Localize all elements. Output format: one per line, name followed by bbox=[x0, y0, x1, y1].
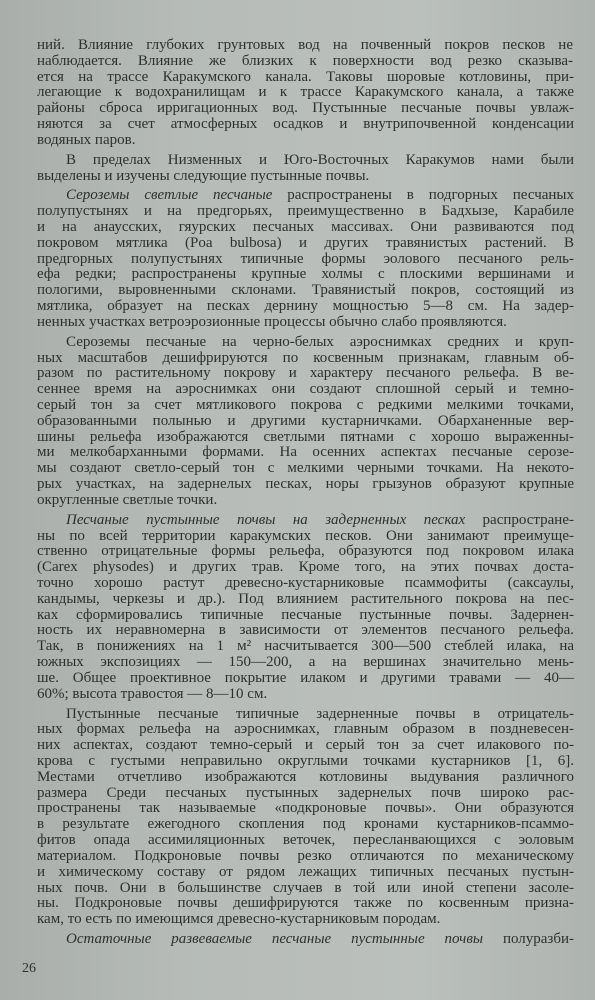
text-line: сеннее время на аэроснимках они создают сплошной серый и темно- bbox=[37, 381, 574, 397]
text-line: Местами отчетливо изображаются котловины выдувания различного bbox=[37, 769, 574, 785]
text-line: крова с густыми неправильно округлыми точками кустарников [1, 6]. bbox=[37, 753, 574, 769]
text-line: ственно отрицательные формы рельефа, образуются под покровом илака bbox=[37, 543, 574, 559]
text-line: 60%; высота травостоя — 8—10 см. bbox=[37, 686, 268, 702]
text-line: ны по всей территории каракумских песков. Они занимают преимуще- bbox=[37, 528, 574, 544]
text-line: мятлика, образует на песках дернину мощностью 5—8 см. На задер- bbox=[37, 298, 574, 314]
text-line: выделены и изучены следующие пустынные почвы. bbox=[37, 168, 370, 184]
text-line: В пределах Низменных и Юго-Восточных Каракумов нами были bbox=[66, 152, 574, 168]
text-line: Сероземы светлые песчаные распространены в подгорных песчаных bbox=[66, 187, 574, 203]
italic-term: Сероземы светлые песчаные bbox=[66, 187, 273, 203]
text-line: кандымы, черкезы и др.). Под влиянием растительного покрова на пес- bbox=[37, 591, 574, 607]
text-line: водяных паров. bbox=[37, 132, 136, 148]
text-line: ется на трассе Каракумского канала. Таковы шоровые котловины, при- bbox=[37, 69, 574, 85]
text-line: серый тон за счет мятликового покрова с редкими мелкими точками, bbox=[37, 397, 574, 413]
text-line: округленные светлые точки. bbox=[37, 492, 218, 508]
text-line: пространены так называемые «подкроновые почвы». Они образуются bbox=[37, 800, 574, 816]
text-line: пологими, выровненными склонами. Травянистый покров, состоящий из bbox=[37, 282, 574, 298]
text-line: Песчаные пустынные почвы на задерненных песках распростране- bbox=[66, 512, 574, 528]
text-line: няются за счет атмосферных осадков и внутрипочвенной конденсации bbox=[37, 116, 574, 132]
text-line: разом по растительному покрову и характеру песчаного рельефа. В ве- bbox=[37, 365, 574, 381]
text-line: фитов опада ассимиляционных веточек, пересланвающихся с эоловым bbox=[37, 832, 574, 848]
text-line: Остаточные развеваемые песчаные пустынные почвы полуразби- bbox=[66, 931, 574, 947]
text-line: в результате ежегодного скопления под кронами кустарников-псаммо- bbox=[37, 816, 574, 832]
text-line: ках сформировались типичные песчаные пустынные почвы. Задернен- bbox=[37, 607, 574, 623]
text-line: ных масштабов дешифрируются по косвенным признакам, главным об- bbox=[37, 350, 574, 366]
text-line: ний. Влияние глубоких грунтовых вод на почвенный покров песков не bbox=[37, 37, 573, 53]
text-line: южных экспозициях — 150—200, а на вершинах значительно мень- bbox=[37, 654, 574, 670]
text-line: ше. Общее проективное покрытие илаком и другими травами — 40— bbox=[37, 670, 574, 686]
text-line: и химическому составу от рядом лежащих типичных песчаных пустын- bbox=[37, 864, 574, 880]
text-line: мы создают светло-серый тон с мелкими черными точками. На некото- bbox=[37, 460, 574, 476]
text-line: них аспектах, создают темно-серый и серый тон за счет илакового по- bbox=[37, 737, 574, 753]
text-line: и на анаусских, гяурских песчаных массивах. Они развиваются под bbox=[37, 219, 574, 235]
text-line: полупустынях и на предгорьях, преимущественно в Бадхызе, Карабиле bbox=[37, 203, 574, 219]
page-number: 26 bbox=[22, 961, 36, 976]
text-line: ных формах рельефа на аэроснимках, главным образом в поздневесен- bbox=[37, 721, 574, 737]
text-line: легающие к водохранилищам и к трассе Каракумского канала, а также bbox=[37, 84, 574, 100]
text-line: районы сброса ирригационных вод. Пустынные песчаные почвы увлаж- bbox=[37, 100, 574, 116]
italic-term: Остаточные развеваемые песчаные пустынные почвы bbox=[66, 931, 483, 947]
text-line: шины рельефа изображаются светлыми пятнами с хорошо выраженны- bbox=[37, 429, 574, 445]
text-line: ность их неравномерна в зависимости от элементов песчаного рельефа. bbox=[37, 622, 574, 638]
text-line: ны. Подкроновые почвы дешифрируются также по косвенным призна- bbox=[37, 895, 574, 911]
text-line: предгорных полупустынях типичные формы эолового песчаного рель- bbox=[37, 251, 574, 267]
text-line: наблюдается. Влияние же близких к поверхности вод резко сказыва- bbox=[37, 53, 573, 69]
text-line: материалом. Подкроновые почвы резко отличаются по механическому bbox=[37, 848, 574, 864]
text-line: образованными полынью и другими кустарничками. Обарханенные вер- bbox=[37, 413, 574, 429]
text-line: кам, то есть по имеющимся древесно-кустарниковым породам. bbox=[37, 911, 441, 927]
text-line: покровом мятлика (Poa bulbosa) и других травянистых растений. В bbox=[37, 235, 574, 251]
text-line: ненных участках ветроэрозионные процессы обычно слабо проявляются. bbox=[37, 314, 507, 330]
text-line: ных почв. Они в большинстве случаев в той или иной степени засоле- bbox=[37, 880, 574, 896]
text-line: размера Среди песчаных пустынных задернелых почв широко рас- bbox=[37, 785, 574, 801]
text-line: Сероземы песчаные на черно-белых аэроснимках средних и круп- bbox=[66, 334, 574, 350]
text-line: Так, в понижениях на 1 м² насчитывается 300—500 стеблей илака, на bbox=[37, 638, 574, 654]
text-line: ми мелкобарханными формами. На осенних аспектах песчаные серозе- bbox=[37, 444, 574, 460]
text-line: ефа редки; распространены крупные холмы с плоскими вершинами и bbox=[37, 266, 574, 282]
italic-term: Песчаные пустынные почвы на задерненных песках bbox=[66, 512, 466, 528]
text-line: Пустынные песчаные типичные задерненные почвы в отрицатель- bbox=[66, 706, 574, 722]
text-line: точно хорошо растут древесно-кустарниковые псаммофиты (саксаулы, bbox=[37, 575, 574, 591]
text-line: (Carex physodes) и других трав. Кроме того, на этих почвах доста- bbox=[37, 559, 574, 575]
text-line: рых участках, на задернелых песках, норы грызунов образуют крупные bbox=[37, 476, 574, 492]
